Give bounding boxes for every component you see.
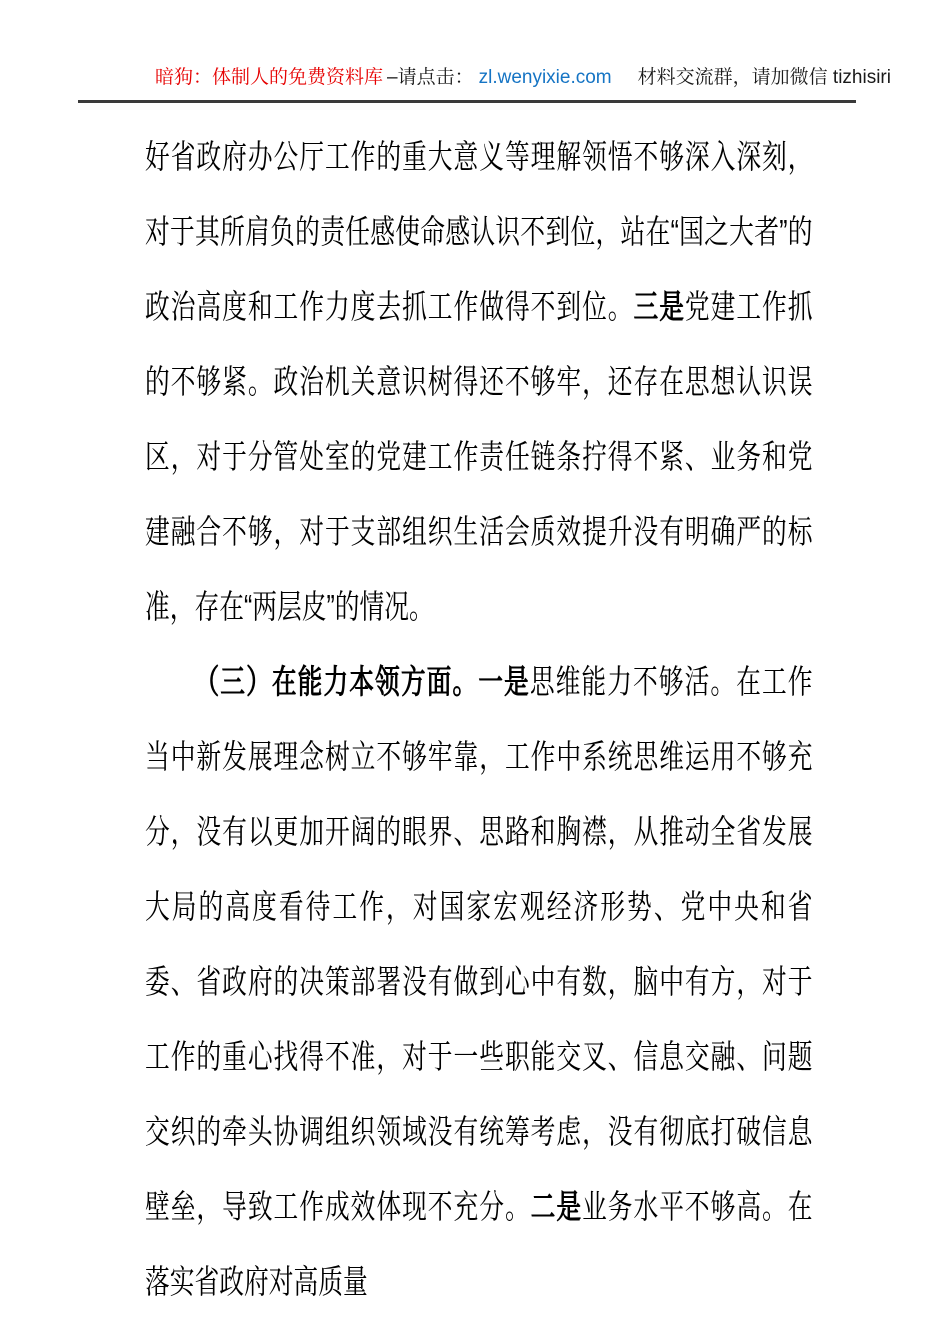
document-body bbox=[145, 119, 813, 1319]
body-text-segment: 思维能力不够活。在工作当中新发展理念树立不够牢靠，工作中系统思维运用不够充分，没有以更加开阔的眼界、思路和胸襟，从推动全省发展大局的高度看待工作，对国家宏观经济形势、党中央和省委、省政府的决策部署没有做到心中有数，脑中有方，对于工作的重心找得不准，对于一些职能交叉、信息交融、问题交织的牵头协调组织领域没有统筹考虑，没有彻底打破信息壁垒，导致工作成效体现不充分。 bbox=[145, 663, 813, 1225]
header-divider-rule bbox=[78, 100, 856, 103]
paragraph bbox=[145, 119, 813, 644]
promo-header bbox=[155, 63, 891, 93]
wechat-group-note-label: 材料交流群，请加微信 tizhisiri bbox=[637, 67, 891, 88]
emphasis-text-segment: 三是 bbox=[633, 288, 685, 325]
body-text-segment: 业务水平不够高。在落实省政府对高质量 bbox=[145, 1188, 813, 1300]
click-prompt-label: –请点击： bbox=[387, 67, 474, 88]
site-name-label: 暗狗：体制人的免费资料库 bbox=[155, 67, 384, 88]
site-link[interactable]: zl.wenyixie.com bbox=[478, 67, 612, 88]
body-text-segment: 党建工作抓的不够紧。政治机关意识树得还不够牢，还存在思想认识误区，对于分管处室的党建工作责任链条拧得不紧、业务和党建融合不够，对于支部组织生活会质效提升没有明确严的标准，存在“两层皮”的情况。 bbox=[145, 288, 813, 625]
emphasis-text-segment: （三）在能力本领方面。一是 bbox=[194, 663, 530, 700]
paragraph bbox=[145, 644, 813, 1319]
body-text-segment: 好省政府办公厅工作的重大意义等理解领悟不够深入深刻，对于其所肩负的责任感使命感认识不到位，站在“国之大者”的政治高度和工作力度去抓工作做得不到位。 bbox=[145, 138, 813, 325]
emphasis-text-segment: 二是 bbox=[530, 1188, 583, 1225]
